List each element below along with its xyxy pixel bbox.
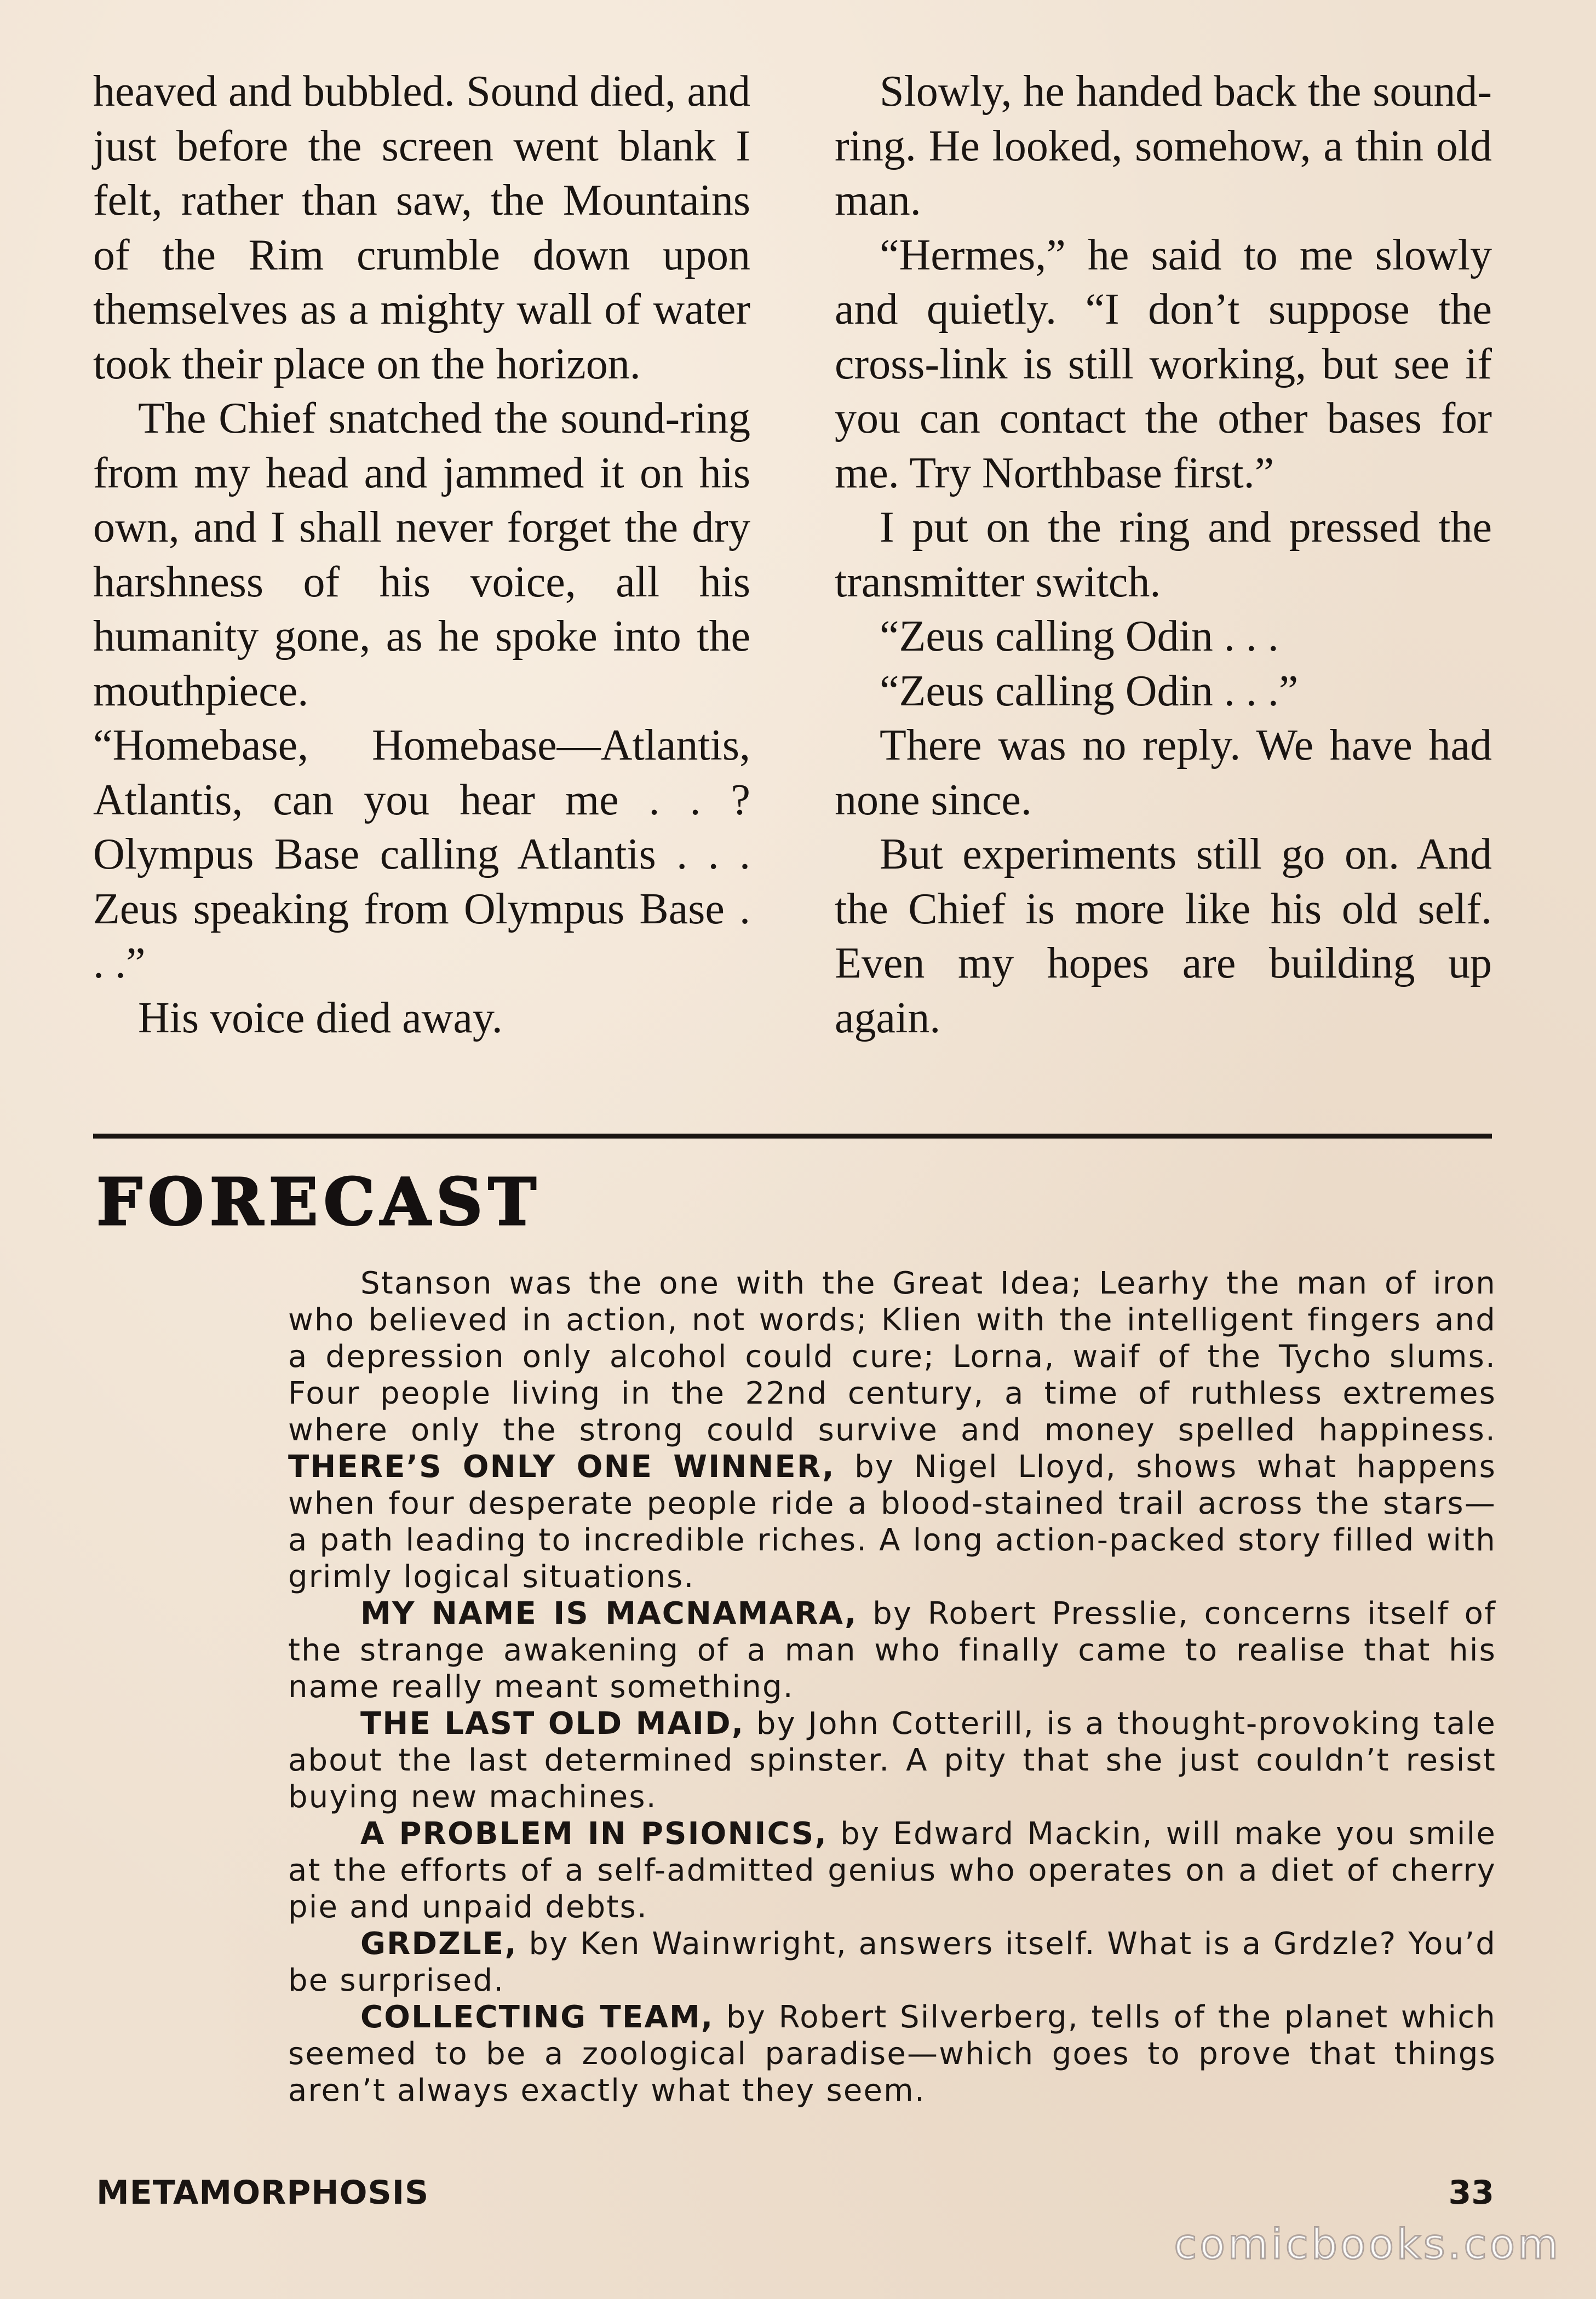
forecast-item-description: by Nigel Lloyd, shows what happens when four desperate people ride a blood-stained trail across the stars—a path leading to incredible riches. A long action-packed story filled with grimly logical situations. <box>288 1449 1496 1595</box>
forecast-item-title: MY NAME IS MACNAMARA, <box>360 1596 858 1631</box>
forecast-item-title: COLLECTING TEAM, <box>360 1999 714 2035</box>
story-paragraph: Slowly, he handed back the sound-ring. He looked, somehow, a thin old man. <box>835 67 1492 225</box>
story-paragraph: But experiments still go on. And the Chief is more like his old self. Even my hopes are building up again. <box>835 830 1492 1042</box>
story-paragraph: “Zeus calling Odin . . . <box>880 612 1279 660</box>
forecast-item-intro: Stanson was the one with the Great Idea; Learhy the man of iron who believed in action, not words; Klien with the intelligent fingers and a depression only alcohol could cure; Lorna, waif of the Tycho slums. Four people living in the 22nd century, a time of ruthless extremes where only the strong could survive and money spelled happiness. <box>288 1266 1496 1448</box>
story-paragraph: I put on the ring and pressed the transmitter switch. <box>835 503 1492 606</box>
story-paragraph: “Homebase, Homebase—Atlantis, Atlantis, can you hear me . . ? Olympus Base calling Atlantis . . . Zeus speaking from Olympus Base . . .” <box>93 721 750 987</box>
forecast-heading: FORECAST <box>96 1164 542 1240</box>
magazine-title-footer: METAMORPHOSIS <box>96 2174 429 2212</box>
forecast-item-description: by Ken Wainwright, answers itself. What is a Grdzle? You’d be surprised. <box>288 1926 1496 1998</box>
story-paragraph: There was no reply. We have had none since. <box>835 721 1492 824</box>
forecast-item-description: by Edward Mackin, will make you smile at the efforts of a self-admitted genius who operates on a diet of cherry pie and unpaid debts. <box>288 1816 1496 1925</box>
forecast-item <box>288 1595 1496 1705</box>
page-number: 33 <box>1448 2174 1494 2212</box>
forecast-item-description: by Robert Silverberg, tells of the planet which seemed to be a zoological paradise—which goes to prove that things aren’t always exactly what they seem. <box>288 1999 1496 2108</box>
section-divider <box>93 1134 1492 1139</box>
story-column-left <box>93 65 750 1045</box>
forecast-item <box>288 1926 1496 1999</box>
forecast-item-description: by Robert Presslie, concerns itself of the strange awakening of a man who finally came to realise that his name really meant something. <box>288 1596 1496 1705</box>
forecast-item <box>288 1265 1496 1595</box>
forecast-item <box>288 1705 1496 1815</box>
forecast-item <box>288 1999 1496 2109</box>
forecast-item-title: GRDZLE, <box>360 1926 518 1962</box>
story-paragraph: “Zeus calling Odin . . .” <box>880 666 1299 715</box>
story-text <box>93 65 1492 1045</box>
watermark-text: comicbooks.com <box>1174 2220 1561 2268</box>
story-paragraph: His voice died away. <box>138 993 503 1042</box>
forecast-item-description: by John Cotterill, is a thought-provoking tale about the last determined spinster. A pity that she just couldn’t resist buying new machines. <box>288 1706 1496 1815</box>
forecast-item-title: THERE’S ONLY ONE WINNER, <box>288 1449 835 1485</box>
story-paragraph: “Hermes,” he said to me slowly and quietly. “I don’t suppose the cross-link is still working, but see if you can contact the other bases for me. Try Northbase first.” <box>835 231 1492 497</box>
forecast-item-title: A PROBLEM IN PSIONICS, <box>360 1816 828 1852</box>
story-column-right <box>835 65 1492 1045</box>
forecast-list <box>288 1265 1496 2109</box>
story-paragraph: heaved and bubbled. Sound died, and just before the screen went blank I felt, rather than saw, the Mountains of the Rim crumble down upon themselves as a mighty wall of water took their place on the horizon. <box>93 67 750 388</box>
forecast-item-title: THE LAST OLD MAID, <box>360 1706 745 1742</box>
forecast-item <box>288 1815 1496 1926</box>
story-paragraph: The Chief snatched the sound-ring from my head and jammed it on his own, and I shall never forget the dry harshness of his voice, all his humanity gone, as he spoke into the mouthpiece. <box>93 394 750 715</box>
